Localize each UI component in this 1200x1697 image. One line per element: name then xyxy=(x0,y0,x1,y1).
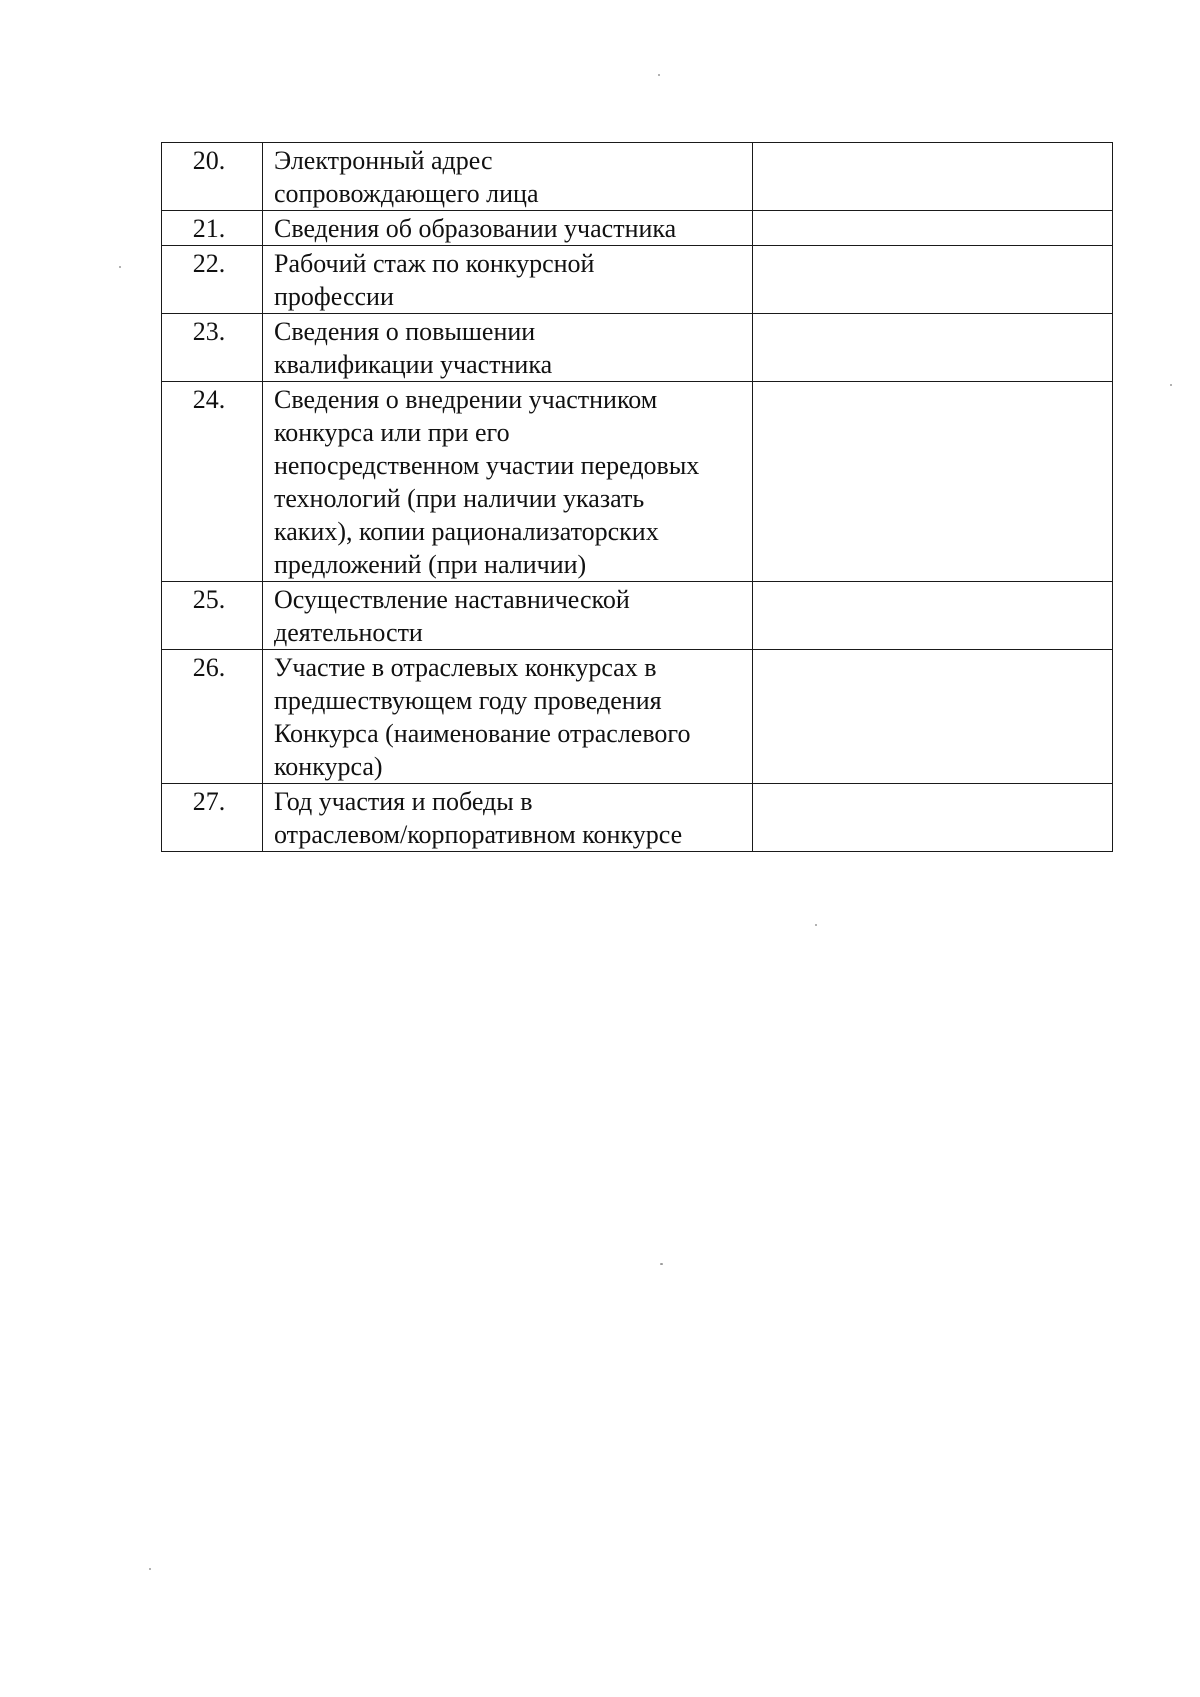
row-value-cell[interactable] xyxy=(753,246,1113,314)
row-label-line: сопровождающего лица xyxy=(274,179,539,208)
table-row xyxy=(162,211,1113,246)
row-value-cell[interactable] xyxy=(753,650,1113,784)
scan-speck xyxy=(660,1263,663,1265)
row-label xyxy=(263,211,753,246)
table-row xyxy=(162,314,1113,382)
row-label xyxy=(263,314,753,382)
row-label-line: Участие в отраслевых конкурсах в xyxy=(274,653,657,682)
row-value-cell[interactable] xyxy=(753,143,1113,211)
scan-speck xyxy=(815,924,817,926)
row-label-line: Рабочий стаж по конкурсной xyxy=(274,249,595,278)
row-label xyxy=(263,784,753,852)
row-label-line: каких), копии рационализаторских xyxy=(274,517,659,546)
row-label-line: Осуществление наставнической xyxy=(274,585,630,614)
scan-speck xyxy=(658,74,660,76)
row-label xyxy=(263,382,753,582)
row-label-line: технологий (при наличии указать xyxy=(274,484,645,513)
row-label-line: деятельности xyxy=(274,618,423,647)
table-row xyxy=(162,382,1113,582)
row-number: 27. xyxy=(162,784,263,852)
row-value-cell[interactable] xyxy=(753,784,1113,852)
scan-speck xyxy=(1170,384,1172,386)
row-label-line: непосредственном участии передовых xyxy=(274,451,700,480)
row-number: 25. xyxy=(162,582,263,650)
row-label xyxy=(263,650,753,784)
row-value-cell[interactable] xyxy=(753,582,1113,650)
row-value-cell[interactable] xyxy=(753,211,1113,246)
row-label-line: отраслевом/корпоративном конкурсе xyxy=(274,820,683,849)
scan-speck xyxy=(149,1568,151,1570)
row-label-line: Год участия и победы в xyxy=(274,787,533,816)
scan-speck xyxy=(119,266,121,268)
row-value-cell[interactable] xyxy=(753,314,1113,382)
row-label-line: предшествующем году проведения xyxy=(274,686,662,715)
row-label xyxy=(263,246,753,314)
table-row xyxy=(162,650,1113,784)
row-value-cell[interactable] xyxy=(753,382,1113,582)
row-number: 26. xyxy=(162,650,263,784)
row-number: 23. xyxy=(162,314,263,382)
row-label-line: профессии xyxy=(274,282,394,311)
row-label-line: Электронный адрес xyxy=(274,146,493,175)
row-label-line: предложений (при наличии) xyxy=(274,550,587,579)
row-label-line: Сведения об образовании участника xyxy=(274,214,677,243)
row-label-line: Сведения о повышении xyxy=(274,317,536,346)
row-label-line: Сведения о внедрении участником xyxy=(274,385,658,414)
row-number: 20. xyxy=(162,143,263,211)
table-row xyxy=(162,784,1113,852)
row-label-line: конкурса или при его xyxy=(274,418,510,447)
table-row xyxy=(162,582,1113,650)
table-row xyxy=(162,143,1113,211)
row-number: 22. xyxy=(162,246,263,314)
row-label-line: конкурса) xyxy=(274,752,383,781)
row-label-line: квалификации участника xyxy=(274,350,553,379)
participant-info-table xyxy=(161,142,1113,852)
row-number: 24. xyxy=(162,382,263,582)
row-number: 21. xyxy=(162,211,263,246)
row-label-line: Конкурса (наименование отраслевого xyxy=(274,719,691,748)
table-row xyxy=(162,246,1113,314)
row-label xyxy=(263,582,753,650)
row-label xyxy=(263,143,753,211)
